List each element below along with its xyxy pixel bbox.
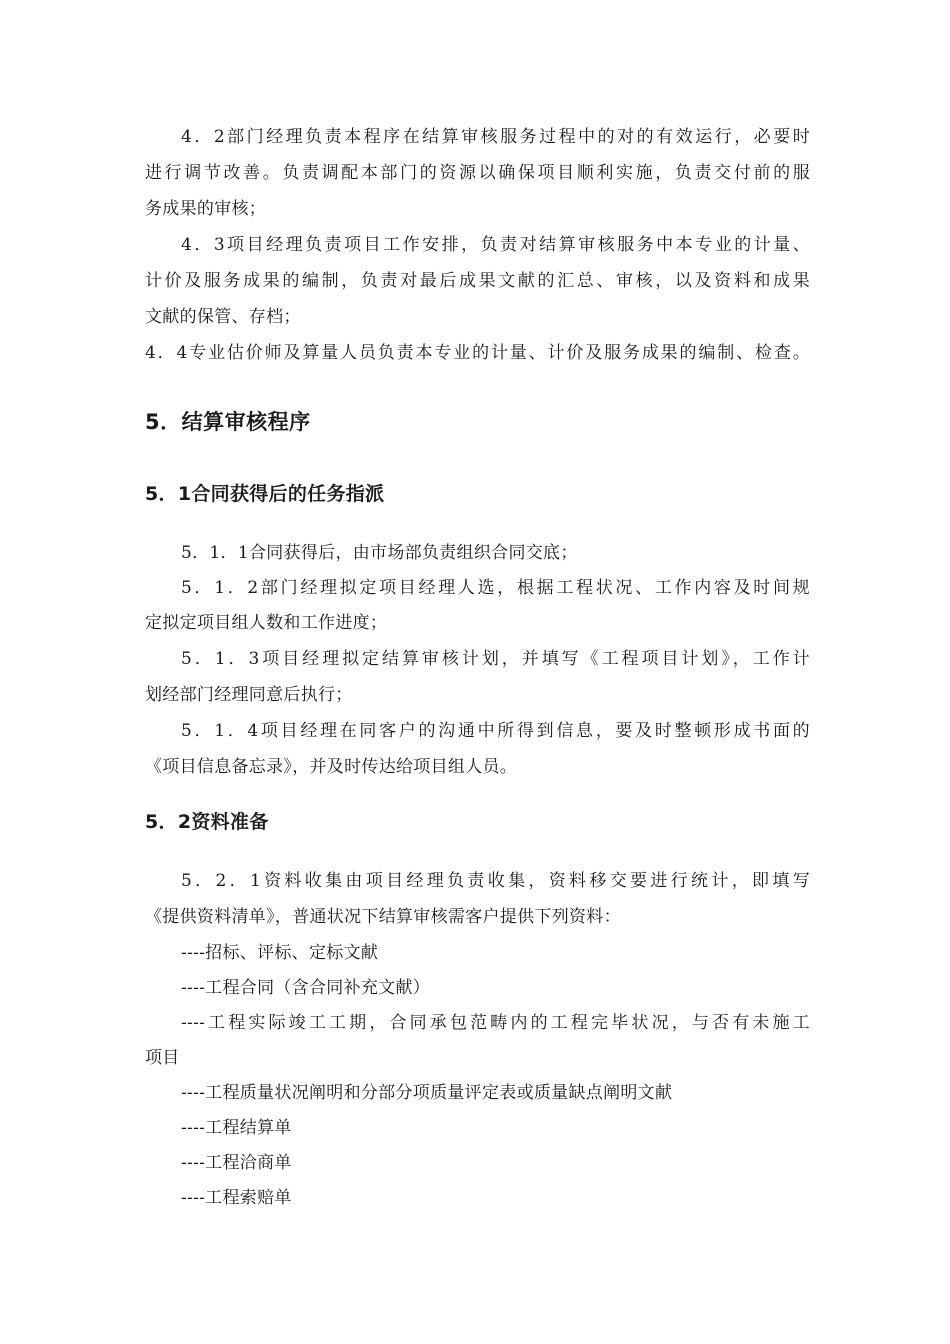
section-5-2-heading: 5．2资料准备: [145, 811, 269, 833]
paragraph-5-1-3-line-2: 划经部门经理同意后执行；: [145, 685, 353, 705]
list-item: ----工程洽商单: [181, 1153, 292, 1173]
paragraph-4-3-line-1: 4．3项目经理负责项目工作安排，负责对结算审核服务中本专业的计量、: [181, 235, 810, 255]
section-5-heading: 5．结算审核程序: [145, 410, 311, 434]
list-item: ----工程质量状况阐明和分部分项质量评定表或质量缺点阐明文献: [181, 1083, 673, 1103]
list-item: ----工程结算单: [181, 1118, 292, 1138]
paragraph-4-2-line-1: 4．2部门经理负责本程序在结算审核服务过程中的对的有效运行，必要时: [181, 127, 810, 147]
paragraph-4-3-line-3: 文献的保管、存档；: [145, 307, 301, 327]
paragraph-5-1-4-line-2: 《项目信息备忘录》，并及时传达给项目组人员。: [145, 757, 518, 777]
list-item: ----工程索赔单: [181, 1188, 292, 1208]
paragraph-5-1-4-line-1: 5．1．4项目经理在同客户的沟通中所得到信息，要及时整顿形成书面的: [181, 721, 810, 741]
paragraph-4-2-line-2: 进行调节改善。负责调配本部门的资源以确保项目顺利实施，负责交付前的服: [145, 163, 810, 183]
paragraph-5-1-1-line-1: 5．1．1合同获得后，由市场部负责组织合同交底；: [181, 543, 578, 563]
section-5-1-heading: 5．1合同获得后的任务指派: [145, 483, 385, 505]
list-item-continuation: 项目: [145, 1048, 180, 1068]
paragraph-5-2-1-line-1: 5．2．1资料收集由项目经理负责收集，资料移交要进行统计，即填写: [181, 871, 810, 891]
paragraph-5-1-3-line-1: 5．1．3项目经理拟定结算审核计划，并填写《工程项目计划》，工作计: [181, 649, 810, 669]
list-item: ----工程实际竣工工期，合同承包范畴内的工程完毕状况，与否有未施工: [181, 1013, 810, 1033]
paragraph-5-2-1-line-2: 《提供资料清单》，普通状况下结算审核需客户提供下列资料：: [145, 907, 621, 927]
list-item: ----招标、评标、定标文献: [181, 943, 379, 963]
paragraph-5-1-2-line-1: 5．1．2部门经理拟定项目经理人选，根据工程状况、工作内容及时间规: [181, 578, 810, 598]
paragraph-4-4-line-1: 4．4专业估价师及算量人员负责本专业的计量、计价及服务成果的编制、检查。: [145, 343, 810, 363]
paragraph-4-2-line-3: 务成果的审核；: [145, 199, 267, 219]
paragraph-4-3-line-2: 计价及服务成果的编制，负责对最后成果文献的汇总、审核，以及资料和成果: [145, 271, 810, 291]
paragraph-5-1-2-line-2: 定拟定项目组人数和工作进度；: [145, 613, 388, 633]
list-item: ----工程合同（含合同补充文献）: [181, 978, 431, 998]
